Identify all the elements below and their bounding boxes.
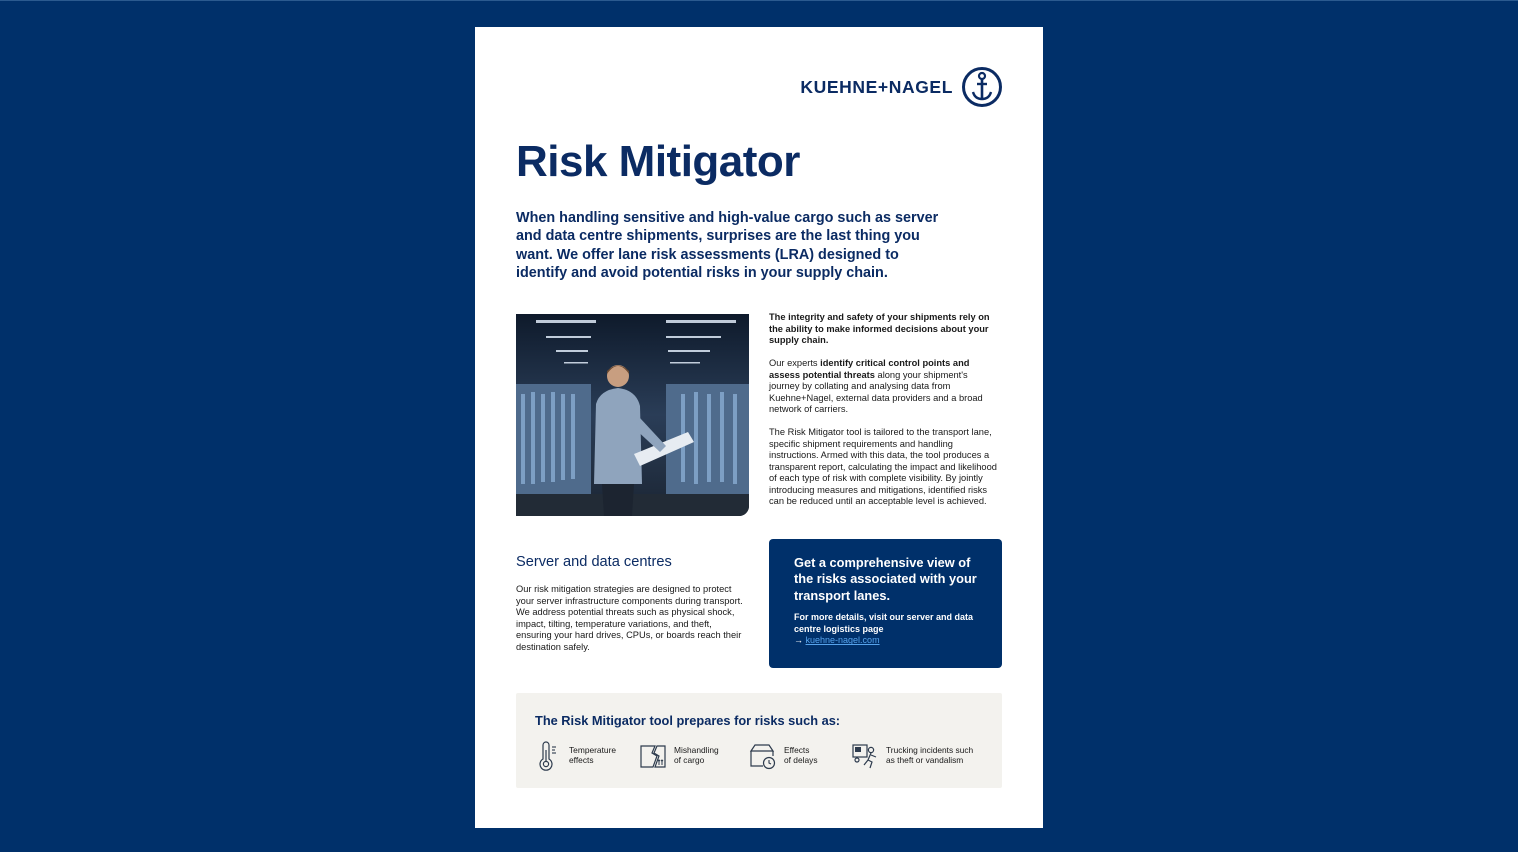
risk-label-line-2: of delays	[784, 755, 818, 765]
risk-label-line-2: effects	[569, 755, 594, 765]
risk-item-mishandling	[638, 741, 719, 771]
risk-label-line-1: Effects	[784, 745, 810, 756]
cta-link[interactable]: kuehne-nagel.com	[805, 635, 880, 646]
risk-label	[674, 746, 719, 766]
page-title: Risk Mitigator	[516, 137, 800, 186]
risk-item-delays	[748, 741, 818, 771]
body-paragraph-2-prefix: Our experts	[769, 358, 821, 368]
cta-text	[794, 612, 984, 647]
risk-label-line-2: as theft or vandalism	[886, 755, 964, 765]
cta-heading: Get a comprehensive view of the risks associated with your transport lanes.	[794, 555, 977, 603]
cta-box	[769, 539, 1002, 668]
truck-thief-icon	[850, 741, 880, 771]
cta-text-body: For more details, visit our server and data centre logistics page	[794, 612, 974, 634]
risk-item-trucking	[850, 741, 973, 771]
body-paragraph-2-suffix: along your shipment's journey by collating and analysing data from Kuehne+Nagel, external data providers and a broad network of carriers.	[769, 369, 983, 414]
risk-label-line-1: Mishandling	[674, 745, 719, 756]
risk-label	[886, 746, 973, 766]
intro-text: When handling sensitive and high-value cargo such as server and data centre shipments, surprises are the last thing you want. We offer lane risk assessments (LRA) designed to identify and avoid potential risks in your supply chain.	[516, 210, 939, 281]
data-centre-photo	[516, 314, 749, 516]
delayed-box-icon	[748, 741, 778, 771]
body-paragraph-3: The Risk Mitigator tool is tailored to the transport lane, specific shipment requirements and handling instructions. Armed with this data, the tool produces a transparent report, calculating the impact and likelihood of each type of risk with complete visibility. By jointly introducing measures and mitigations, identified risks can be reduced until an acceptable level is achieved.	[769, 427, 997, 506]
risks-heading: The Risk Mitigator tool prepares for risks such as:	[535, 713, 841, 728]
brand-name: KUEHNE+NAGEL	[800, 76, 953, 97]
section-text: Our risk mitigation strategies are designed to protect your server infrastructure components during transport. We address potential threats such as physical shock, impact, tilting, temperature variations, and theft, ensuring your hard drives, CPUs, or boards reach their destination safely.	[516, 584, 743, 652]
risk-label	[569, 746, 616, 766]
anchor-icon	[961, 66, 1003, 108]
body-paragraph-2-emphasis: identify critical control points and assess potential threats	[769, 358, 970, 380]
arrow-right-icon: →	[794, 635, 803, 646]
thermometer-icon	[533, 741, 563, 771]
body-paragraph-2	[769, 358, 997, 416]
risk-label-line-2: of cargo	[674, 755, 705, 765]
body-paragraph-1: The integrity and safety of your shipments rely on the ability to make informed decisions about your supply chain.	[769, 312, 990, 345]
damaged-box-icon	[638, 741, 668, 771]
risk-label-line-1: Temperature	[569, 745, 617, 756]
risk-item-temperature	[533, 741, 616, 771]
risks-panel	[516, 693, 1002, 788]
document-page	[475, 27, 1043, 828]
section-heading: Server and data centres	[516, 554, 672, 570]
brand-logo	[800, 66, 1003, 108]
risk-label	[784, 746, 818, 766]
top-divider	[0, 0, 1518, 1]
risk-label-line-1: Trucking incidents such	[886, 745, 974, 756]
